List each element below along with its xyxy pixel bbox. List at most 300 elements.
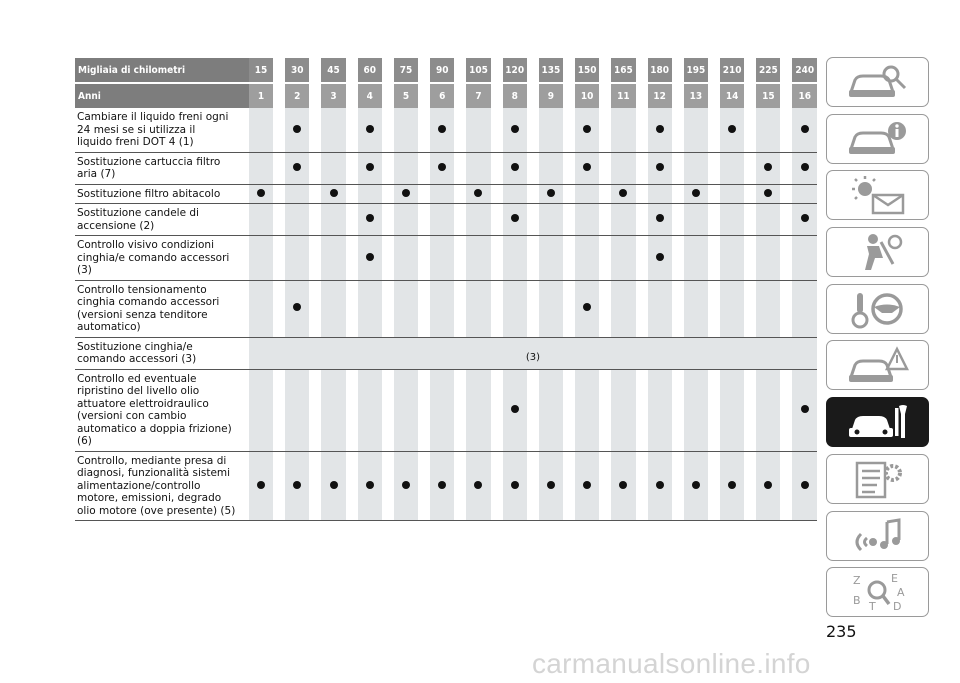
- interval-cell: [285, 236, 309, 281]
- cell-gap: [672, 152, 684, 184]
- cell-gap: [418, 236, 430, 281]
- service-dot: [511, 125, 519, 133]
- interval-cell: [756, 204, 780, 236]
- service-dot: [438, 163, 446, 171]
- cell-gap: [418, 369, 430, 451]
- interval-cell: [285, 204, 309, 236]
- cell-gap: [491, 280, 503, 337]
- interval-cell: [684, 369, 708, 451]
- header-km-value: 15: [249, 58, 273, 83]
- interval-cell: [720, 184, 744, 204]
- cell-gap: [382, 451, 394, 521]
- interval-cell: [756, 451, 780, 521]
- service-dot: [366, 214, 374, 222]
- cell-gap: [382, 184, 394, 204]
- watermark: carmanualsonline.info: [532, 648, 811, 679]
- interval-cell: [611, 451, 635, 521]
- cell-gap: [708, 369, 720, 451]
- svg-text:Z: Z: [852, 574, 861, 588]
- header-gap: [454, 83, 466, 108]
- cell-gap: [527, 280, 539, 337]
- cell-gap: [708, 451, 720, 521]
- cell-gap: [672, 369, 684, 451]
- cell-gap: [454, 236, 466, 281]
- interval-cell: [792, 204, 817, 236]
- service-dot: [293, 481, 301, 489]
- cell-gap: [309, 184, 321, 204]
- row-label: Sostituzione cinghia/e comando accessori (3): [75, 337, 249, 369]
- warning-lights-message-icon: [847, 175, 909, 215]
- interval-cell: [720, 280, 744, 337]
- cell-gap: [382, 204, 394, 236]
- cell-gap: [744, 108, 756, 152]
- table-row: [75, 337, 817, 369]
- interval-cell: [394, 236, 418, 281]
- interval-cell: [321, 451, 345, 521]
- interval-cell: [611, 280, 635, 337]
- interval-cell: [466, 236, 490, 281]
- cell-gap: [563, 152, 575, 184]
- service-dot: [511, 214, 519, 222]
- cell-gap: [563, 280, 575, 337]
- cell-gap: [599, 204, 611, 236]
- row-label: Sostituzione filtro abitacolo: [75, 184, 249, 204]
- cell-gap: [491, 204, 503, 236]
- interval-cell: [684, 280, 708, 337]
- service-dot: [474, 189, 482, 197]
- interval-cell: [756, 108, 780, 152]
- interval-cell: [684, 236, 708, 281]
- car-dashboard-icon: [847, 62, 909, 102]
- interval-cell: [648, 184, 672, 204]
- cell-gap: [780, 236, 792, 281]
- header-km-label: Migliaia di chilometri: [75, 58, 249, 83]
- header-year-value: 14: [720, 83, 744, 108]
- interval-cell: [539, 280, 563, 337]
- cell-gap: [636, 280, 648, 337]
- service-dot: [474, 481, 482, 489]
- service-dot: [801, 405, 809, 413]
- interval-cell: [611, 184, 635, 204]
- cell-gap: [563, 108, 575, 152]
- cell-gap: [672, 204, 684, 236]
- header-year-value: 2: [285, 83, 309, 108]
- cell-gap: [346, 108, 358, 152]
- header-km-value: 180: [648, 58, 672, 83]
- service-dot: [293, 303, 301, 311]
- header-year-value: 9: [539, 83, 563, 108]
- cell-gap: [744, 236, 756, 281]
- header-gap: [708, 58, 720, 83]
- cell-gap: [346, 280, 358, 337]
- interval-cell: [539, 451, 563, 521]
- interval-cell: [720, 152, 744, 184]
- cell-gap: [527, 451, 539, 521]
- sidebar-tab-maintenance[interactable]: [826, 397, 929, 447]
- sidebar-tab-multimedia[interactable]: [826, 511, 929, 561]
- row-label: Cambiare il liquido freni ogni 24 mesi se si utilizza il liquido freni DOT 4 (1): [75, 108, 249, 152]
- cell-gap: [780, 451, 792, 521]
- header-gap: [418, 83, 430, 108]
- service-dot: [438, 481, 446, 489]
- row-label: Controllo, mediante presa di diagnosi, funzionalità sistemi alimentazione/controllo motore, emissioni, degrado olio motore (ove presente) (5): [75, 451, 249, 521]
- service-dot: [547, 189, 555, 197]
- service-dot: [293, 125, 301, 133]
- cell-gap: [418, 451, 430, 521]
- sidebar-tab-technical-data[interactable]: [826, 454, 929, 504]
- cell-gap: [672, 280, 684, 337]
- header-gap: [382, 83, 394, 108]
- cell-gap: [309, 108, 321, 152]
- header-year-value: 13: [684, 83, 708, 108]
- interval-cell: [648, 280, 672, 337]
- cell-gap: [599, 184, 611, 204]
- interval-cell: [720, 108, 744, 152]
- cell-gap: [527, 108, 539, 152]
- header-row-years: [75, 83, 817, 108]
- cell-gap: [527, 236, 539, 281]
- header-gap: [780, 83, 792, 108]
- interval-cell: [466, 152, 490, 184]
- interval-cell: [358, 108, 382, 152]
- cell-gap: [346, 236, 358, 281]
- header-gap: [309, 58, 321, 83]
- interval-cell: [684, 152, 708, 184]
- sidebar-tab-starting-driving[interactable]: [826, 284, 929, 334]
- cell-gap: [273, 152, 285, 184]
- cell-gap: [454, 204, 466, 236]
- interval-cell: [611, 108, 635, 152]
- interval-cell: [503, 451, 527, 521]
- alphabetical-index-search-icon: [847, 572, 909, 612]
- interval-cell: [539, 369, 563, 451]
- span-note: (3): [249, 337, 817, 369]
- header-gap: [491, 58, 503, 83]
- header-km-value: 120: [503, 58, 527, 83]
- interval-cell: [575, 108, 599, 152]
- row-label: Sostituzione cartuccia filtro aria (7): [75, 152, 249, 184]
- header-year-value: 15: [756, 83, 780, 108]
- cell-gap: [708, 152, 720, 184]
- interval-cell: [792, 108, 817, 152]
- header-year-value: 8: [503, 83, 527, 108]
- service-dot: [438, 125, 446, 133]
- chapter-sidebar: [826, 57, 929, 624]
- cell-gap: [744, 451, 756, 521]
- header-gap: [273, 83, 285, 108]
- cell-gap: [672, 451, 684, 521]
- interval-cell: [611, 369, 635, 451]
- header-gap: [309, 83, 321, 108]
- cell-gap: [273, 451, 285, 521]
- cell-gap: [780, 152, 792, 184]
- header-year-value: 10: [575, 83, 599, 108]
- service-dot: [330, 189, 338, 197]
- interval-cell: [611, 236, 635, 281]
- service-dot: [330, 481, 338, 489]
- service-dot: [366, 481, 374, 489]
- cell-gap: [563, 236, 575, 281]
- interval-cell: [684, 108, 708, 152]
- cell-gap: [708, 204, 720, 236]
- cell-gap: [273, 108, 285, 152]
- interval-cell: [466, 184, 490, 204]
- interval-cell: [249, 184, 273, 204]
- cell-gap: [780, 204, 792, 236]
- cell-gap: [636, 236, 648, 281]
- cell-gap: [599, 152, 611, 184]
- header-gap: [599, 83, 611, 108]
- cell-gap: [491, 369, 503, 451]
- cell-gap: [744, 204, 756, 236]
- cell-gap: [491, 236, 503, 281]
- interval-cell: [249, 236, 273, 281]
- interval-cell: [394, 184, 418, 204]
- interval-cell: [684, 451, 708, 521]
- interval-cell: [466, 451, 490, 521]
- service-dot: [801, 481, 809, 489]
- service-dot: [728, 481, 736, 489]
- service-dot: [656, 214, 664, 222]
- sidebar-tab-warning-lights[interactable]: [826, 170, 929, 220]
- service-dot: [692, 481, 700, 489]
- header-year-value: 12: [648, 83, 672, 108]
- header-gap: [636, 58, 648, 83]
- table-row: [75, 236, 817, 281]
- service-dot: [656, 253, 664, 261]
- interval-cell: [539, 108, 563, 152]
- interval-cell: [503, 369, 527, 451]
- header-year-value: 6: [430, 83, 454, 108]
- interval-cell: [720, 451, 744, 521]
- interval-cell: [611, 152, 635, 184]
- cell-gap: [346, 204, 358, 236]
- service-dot: [728, 125, 736, 133]
- interval-cell: [539, 236, 563, 281]
- cell-gap: [382, 280, 394, 337]
- service-dot: [764, 163, 772, 171]
- interval-cell: [358, 451, 382, 521]
- sidebar-tab-emergency[interactable]: [826, 340, 929, 390]
- cell-gap: [563, 369, 575, 451]
- interval-cell: [321, 236, 345, 281]
- interval-cell: [249, 204, 273, 236]
- cell-gap: [418, 184, 430, 204]
- header-gap: [780, 58, 792, 83]
- cell-gap: [780, 184, 792, 204]
- header-gap: [346, 58, 358, 83]
- header-year-value: 3: [321, 83, 345, 108]
- cell-gap: [309, 236, 321, 281]
- cell-gap: [418, 152, 430, 184]
- row-label: Controllo visivo condizioni cinghia/e comando accessori (3): [75, 236, 249, 281]
- interval-cell: [249, 108, 273, 152]
- interval-cell: [430, 280, 454, 337]
- sidebar-tab-dashboard[interactable]: [826, 57, 929, 107]
- car-maintenance-wrench-icon: [847, 402, 909, 442]
- interval-cell: [430, 204, 454, 236]
- interval-cell: [575, 369, 599, 451]
- service-dot: [402, 481, 410, 489]
- interval-cell: [321, 204, 345, 236]
- cell-gap: [780, 108, 792, 152]
- multimedia-music-icon: [847, 516, 909, 556]
- interval-cell: [503, 236, 527, 281]
- header-gap: [636, 83, 648, 108]
- interval-cell: [430, 369, 454, 451]
- interval-cell: [358, 280, 382, 337]
- service-dot: [583, 303, 591, 311]
- cell-gap: [744, 184, 756, 204]
- cell-gap: [491, 152, 503, 184]
- interval-cell: [394, 369, 418, 451]
- service-dot: [656, 481, 664, 489]
- interval-cell: [575, 451, 599, 521]
- car-info-icon: [847, 119, 909, 159]
- header-km-value: 240: [792, 58, 817, 83]
- cell-gap: [454, 108, 466, 152]
- interval-cell: [430, 108, 454, 152]
- interval-cell: [249, 280, 273, 337]
- header-gap: [744, 83, 756, 108]
- cell-gap: [599, 451, 611, 521]
- interval-cell: [503, 108, 527, 152]
- service-dot: [547, 481, 555, 489]
- cell-gap: [418, 280, 430, 337]
- header-years-label: Anni: [75, 83, 249, 108]
- service-dot: [511, 481, 519, 489]
- cell-gap: [599, 369, 611, 451]
- cell-gap: [309, 280, 321, 337]
- airbag-seat-icon: [847, 232, 909, 272]
- header-year-value: 5: [394, 83, 418, 108]
- sidebar-tab-safety[interactable]: [826, 227, 929, 277]
- cell-gap: [382, 369, 394, 451]
- interval-cell: [285, 280, 309, 337]
- interval-cell: [394, 204, 418, 236]
- cell-gap: [273, 236, 285, 281]
- cell-gap: [309, 369, 321, 451]
- interval-cell: [466, 280, 490, 337]
- header-km-value: 210: [720, 58, 744, 83]
- interval-cell: [648, 369, 672, 451]
- interval-cell: [684, 204, 708, 236]
- cell-gap: [744, 152, 756, 184]
- cell-gap: [346, 451, 358, 521]
- cell-gap: [708, 184, 720, 204]
- header-km-value: 30: [285, 58, 309, 83]
- sidebar-tab-index[interactable]: [826, 567, 929, 617]
- cell-gap: [672, 184, 684, 204]
- interval-cell: [503, 204, 527, 236]
- sidebar-tab-info[interactable]: [826, 114, 929, 164]
- service-dot: [293, 163, 301, 171]
- header-gap: [563, 58, 575, 83]
- interval-cell: [430, 451, 454, 521]
- interval-cell: [756, 280, 780, 337]
- cell-gap: [744, 280, 756, 337]
- cell-gap: [382, 236, 394, 281]
- cell-gap: [346, 152, 358, 184]
- cell-gap: [454, 451, 466, 521]
- cell-gap: [563, 204, 575, 236]
- cell-gap: [382, 152, 394, 184]
- cell-gap: [780, 369, 792, 451]
- interval-cell: [684, 184, 708, 204]
- service-dot: [511, 163, 519, 171]
- table-row: [75, 369, 817, 451]
- service-dot: [801, 214, 809, 222]
- header-gap: [273, 58, 285, 83]
- cell-gap: [527, 369, 539, 451]
- interval-cell: [285, 152, 309, 184]
- interval-cell: [792, 236, 817, 281]
- service-dot: [366, 253, 374, 261]
- cell-gap: [418, 204, 430, 236]
- header-gap: [418, 58, 430, 83]
- header-gap: [346, 83, 358, 108]
- maintenance-schedule-table-wrap: [75, 58, 817, 521]
- cell-gap: [309, 204, 321, 236]
- svg-text:A: A: [896, 586, 905, 600]
- interval-cell: [792, 451, 817, 521]
- car-emergency-warning-icon: [847, 345, 909, 385]
- interval-cell: [358, 236, 382, 281]
- row-label: Controllo ed eventuale ripristino del livello olio attuatore elettroidraulico (versioni con cambio automatico a doppia frizione) (6): [75, 369, 249, 451]
- header-gap: [382, 58, 394, 83]
- service-dot: [619, 481, 627, 489]
- cell-gap: [491, 184, 503, 204]
- key-steering-wheel-icon: [847, 289, 909, 329]
- interval-cell: [792, 280, 817, 337]
- cell-gap: [708, 236, 720, 281]
- svg-text:E: E: [890, 572, 898, 586]
- interval-cell: [648, 152, 672, 184]
- maintenance-schedule-table: [75, 58, 817, 521]
- header-gap: [744, 58, 756, 83]
- interval-cell: [575, 236, 599, 281]
- interval-cell: [394, 451, 418, 521]
- cell-gap: [744, 369, 756, 451]
- interval-cell: [394, 152, 418, 184]
- service-dot: [764, 481, 772, 489]
- interval-cell: [792, 184, 817, 204]
- table-row: [75, 108, 817, 152]
- interval-cell: [575, 184, 599, 204]
- header-gap: [563, 83, 575, 108]
- header-gap: [672, 83, 684, 108]
- cell-gap: [273, 280, 285, 337]
- interval-cell: [321, 108, 345, 152]
- header-year-value: 11: [611, 83, 635, 108]
- cell-gap: [636, 204, 648, 236]
- interval-cell: [321, 369, 345, 451]
- interval-cell: [249, 152, 273, 184]
- schedule-body: [75, 108, 817, 521]
- cell-gap: [273, 369, 285, 451]
- service-dot: [583, 163, 591, 171]
- service-dot: [366, 163, 374, 171]
- header-km-value: 60: [358, 58, 382, 83]
- header-km-value: 195: [684, 58, 708, 83]
- interval-cell: [611, 204, 635, 236]
- header-year-value: 16: [792, 83, 817, 108]
- header-km-value: 165: [611, 58, 635, 83]
- interval-cell: [321, 280, 345, 337]
- interval-cell: [358, 369, 382, 451]
- header-km-value: 45: [321, 58, 345, 83]
- interval-cell: [539, 184, 563, 204]
